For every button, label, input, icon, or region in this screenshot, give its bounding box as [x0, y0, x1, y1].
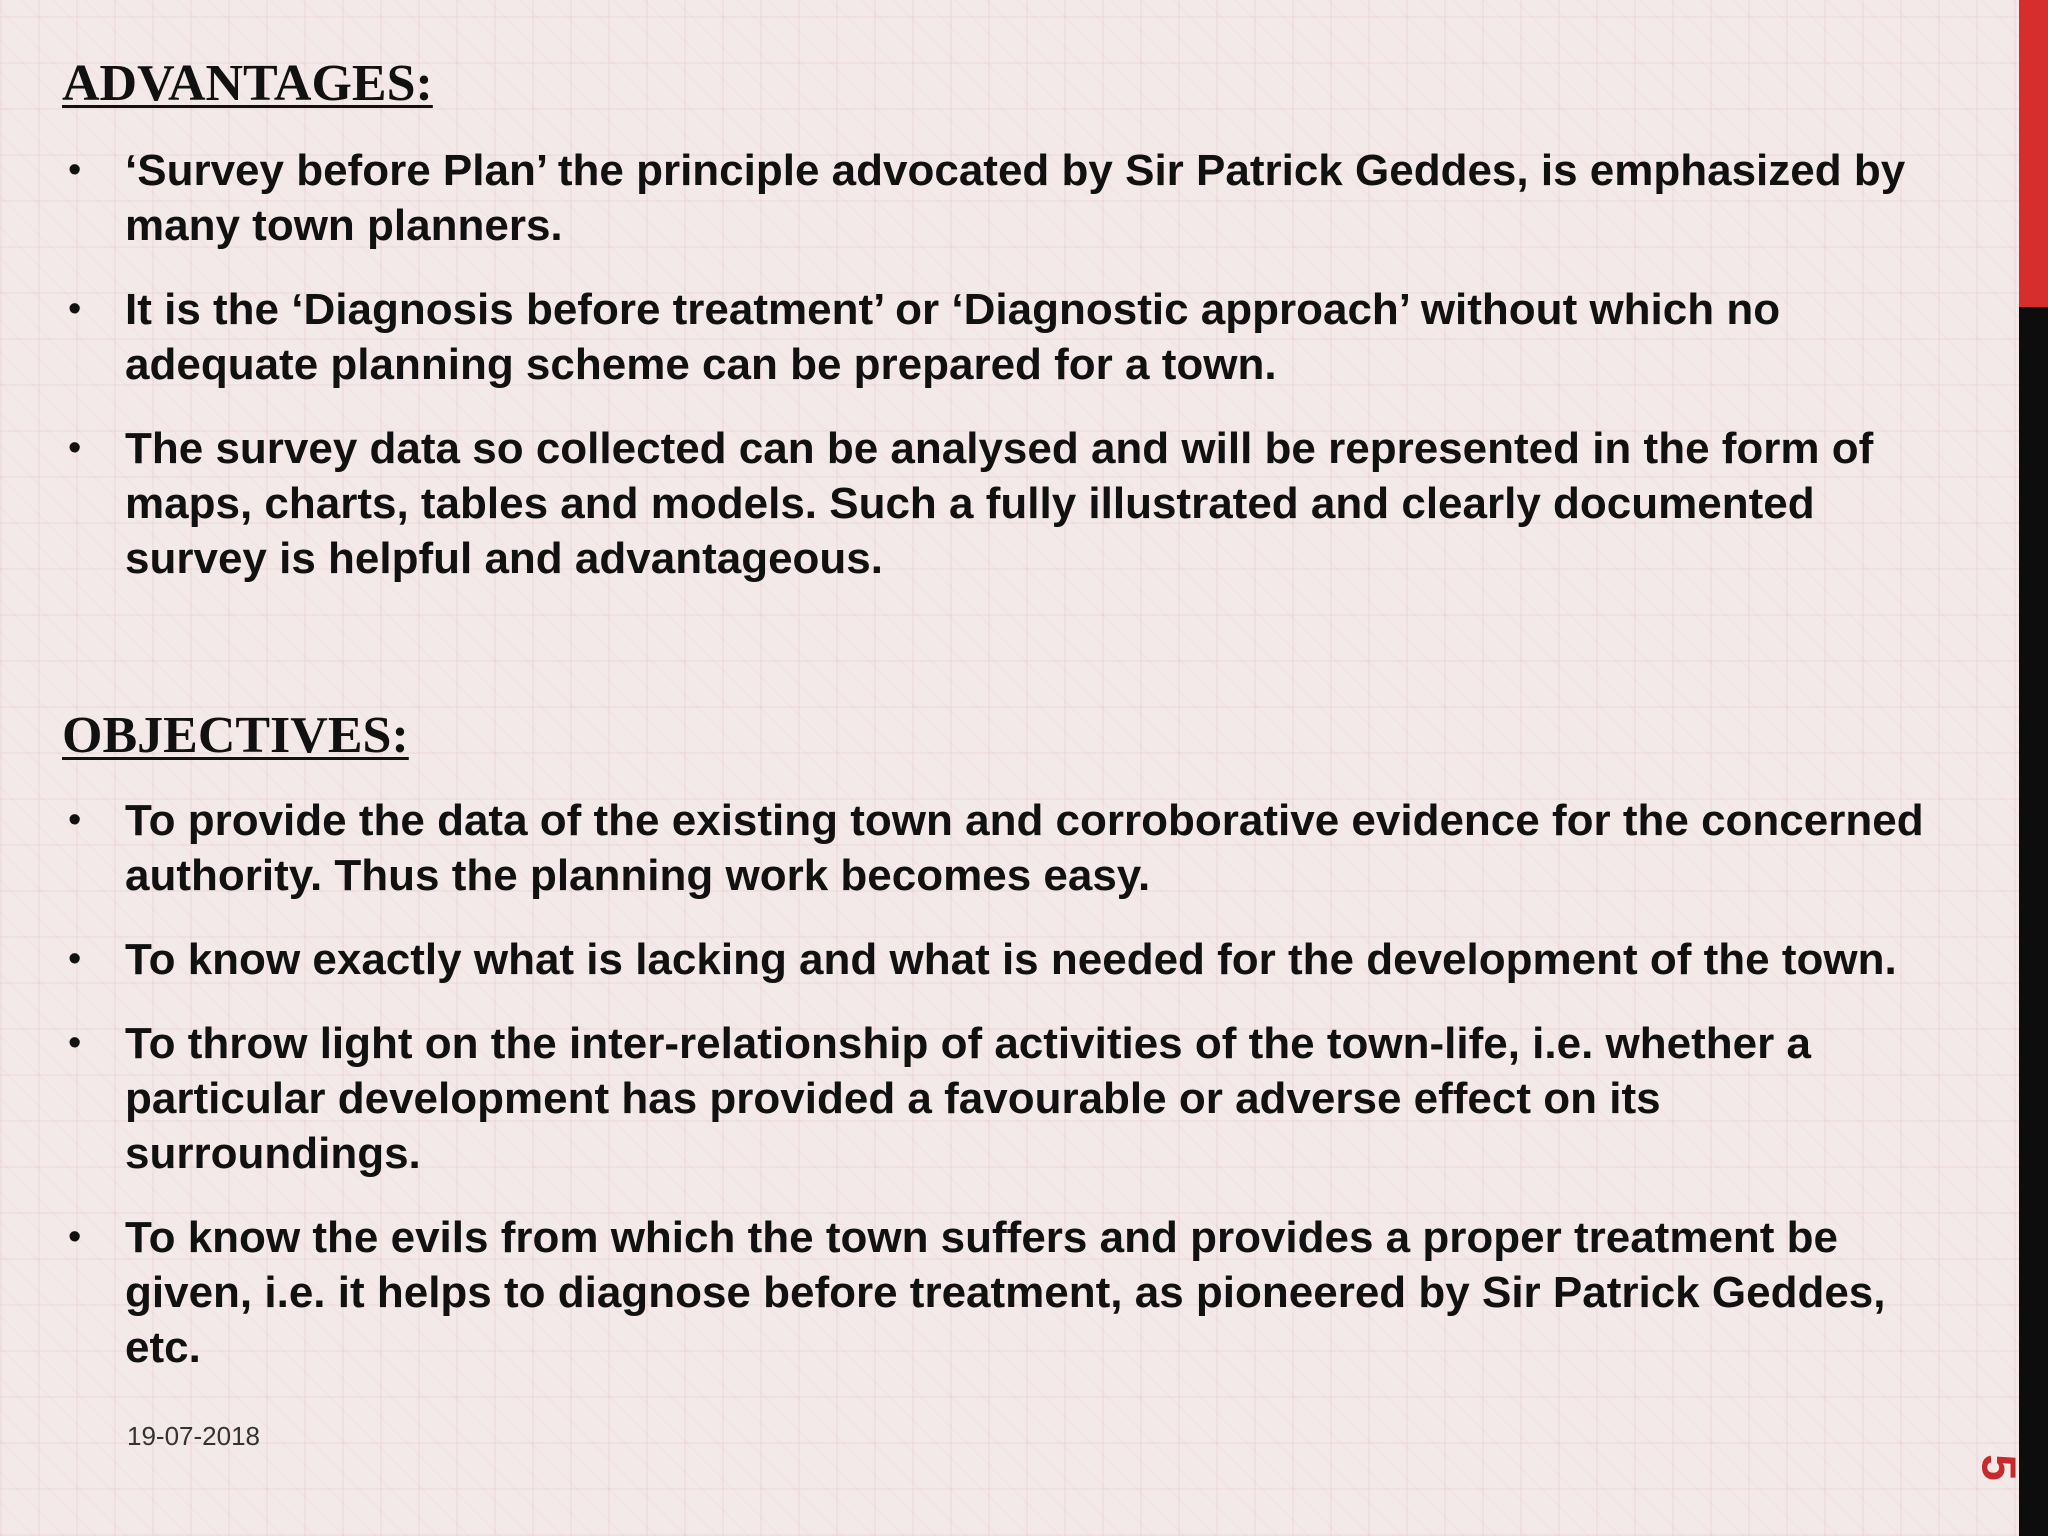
bullet-icon: •	[68, 938, 82, 980]
bullet-icon: •	[68, 288, 82, 330]
accent-bar-red	[2019, 0, 2048, 307]
list-item	[62, 1016, 1962, 1181]
accent-bar-black	[2019, 307, 2048, 1536]
list-item	[62, 1210, 1962, 1375]
bullet-icon: •	[68, 149, 82, 191]
slide-number: 5	[1971, 1454, 2025, 1481]
list-item-text: To throw light on the inter-relationship of activities of the town-life, i.e. whether a particular development has provided a favourable or adverse effect on its surroundings.	[125, 1019, 1811, 1178]
list-item	[62, 793, 1962, 903]
list-item-text: The survey data so collected can be analysed and will be represented in the form of maps, charts, tables and models. Such a fully illustrated and clearly documented survey is helpful and advantageous.	[125, 424, 1874, 583]
list-item	[62, 143, 1962, 253]
objectives-list	[62, 793, 1962, 1404]
list-item-text: To know the evils from which the town suffers and provides a proper treatment be given, i.e. it helps to diagnose before treatment, as pioneered by Sir Patrick Geddes, etc.	[125, 1213, 1886, 1372]
bullet-icon: •	[68, 1022, 82, 1064]
objectives-heading: OBJECTIVES:	[62, 707, 409, 764]
list-item-text: It is the ‘Diagnosis before treatment’ or ‘Diagnostic approach’ without which no adequate planning scheme can be prepared for a town.	[125, 285, 1781, 389]
list-item-text: To know exactly what is lacking and what is needed for the development of the town.	[125, 935, 1897, 984]
bullet-icon: •	[68, 1216, 82, 1258]
bullet-icon: •	[68, 427, 82, 469]
slide-date: 19-07-2018	[127, 1421, 260, 1451]
advantages-heading: ADVANTAGES:	[62, 55, 433, 112]
list-item	[62, 932, 1962, 987]
bullet-icon: •	[68, 799, 82, 841]
advantages-list	[62, 143, 1962, 615]
list-item-text: To provide the data of the existing town and corroborative evidence for the concerned authority. Thus the planning work becomes easy.	[125, 796, 1924, 900]
list-item	[62, 282, 1962, 392]
list-item-text: ‘Survey before Plan’ the principle advocated by Sir Patrick Geddes, is emphasized by many town planners.	[125, 146, 1906, 250]
list-item	[62, 421, 1962, 586]
